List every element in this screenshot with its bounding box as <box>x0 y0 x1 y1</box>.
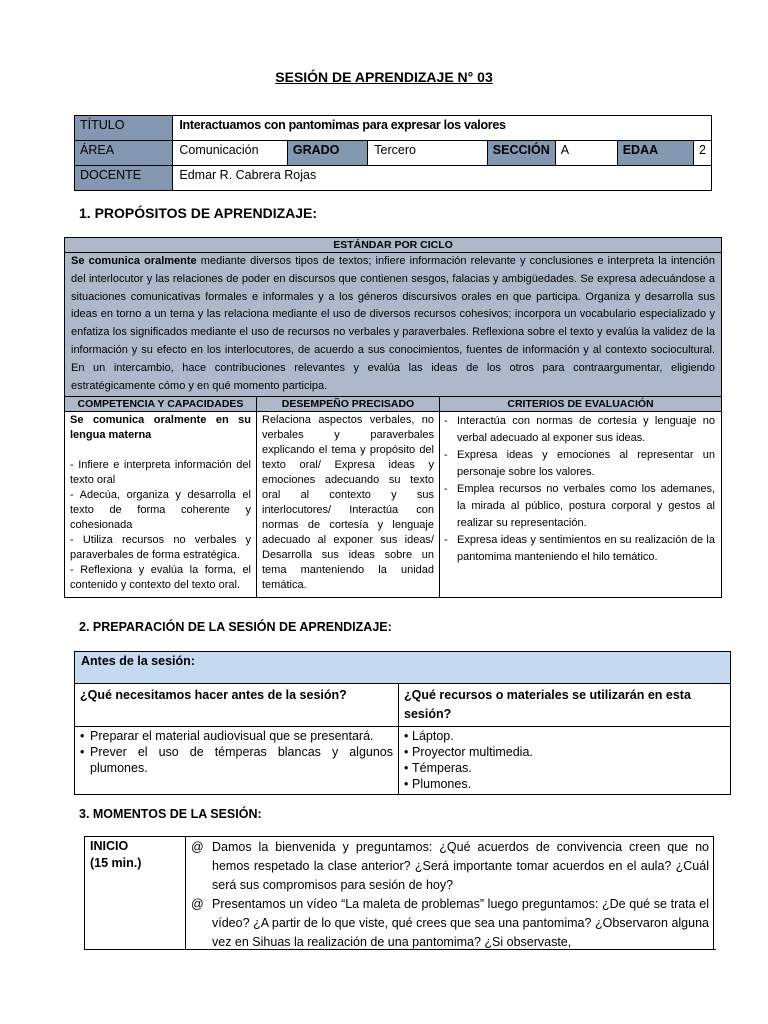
recurso-text: Témperas. <box>412 761 472 775</box>
recurso-item: • Témperas. <box>404 761 472 775</box>
preparation-table <box>74 651 731 795</box>
recurso-text: Plumones. <box>412 777 472 791</box>
col-criterios-header: CRITERIOS DE EVALUACIÓN <box>440 397 722 412</box>
competencia-cell <box>65 412 257 598</box>
desempeno-cell: Relaciona aspectos verbales, no verbales y paraverbales explicando el tema y propósito del texto oral/ Expresa ideas y emociones adecuando su texto oral al contexto y sus interlocutores/ Interactúa con normas de cortesía y lenguaje adecuado al exponer sus ideas/ Desarrolla sus ideas sobre un tema manteniendo la unidad temática. <box>257 412 440 598</box>
section2-heading: 2. PREPARACIÓN DE LA SESIÓN DE APRENDIZAJE: <box>79 620 392 634</box>
inicio-label: INICIO <box>90 839 129 853</box>
capacidad-1: - Infiere e interpreta información del texto oral <box>70 459 251 487</box>
section1-heading: 1. PROPÓSITOS DE APRENDIZAJE: <box>79 205 318 221</box>
docente-label: DOCENTE <box>75 166 173 191</box>
criterio-text: Emplea recursos no verbales como los ademanes, la mirada al público, postura corporal y gestos al realizar su representación. <box>457 483 715 530</box>
info-table <box>74 115 712 191</box>
section3-heading: 3. MOMENTOS DE LA SESIÓN: <box>79 807 262 821</box>
area-label: ÁREA <box>75 141 173 166</box>
moment-item: @ Damos la bienvenida y preguntamos: ¿Qué acuerdos de convivencia creen que no hemos respetado la clase anterior? ¿Será importante tomar acuerdos en el aula? ¿Cuál será sus compromisos para sesión de hoy? <box>191 840 709 892</box>
moment-item: @ Presentamos un vídeo “La maleta de problemas” luego preguntamos: ¿De qué se trata el vídeo? ¿A partir de lo que viste, qué crees que sea una pantomima? ¿Observaron alguna vez en Sihuas la realización de una pantomima? ¿Si observaste, <box>191 897 709 949</box>
area-value: Comunicación <box>173 141 287 166</box>
accion-text: Prever el uso de témperas blancas y algunos plumones. <box>90 745 393 775</box>
criterio-item: - Expresa ideas y emociones al representar un personaje sobre los valores. <box>444 449 715 479</box>
docente-value: Edmar R. Cabrera Rojas <box>173 166 712 191</box>
recurso-item: • Proyector multimedia. <box>404 745 533 759</box>
criterio-text: Expresa ideas y sentimientos en su realización de la pantomima manteniendo el hilo temático. <box>457 534 715 564</box>
moments-wrapper <box>84 836 716 950</box>
criterio-item: - Emplea recursos no verbales como los ademanes, la mirada al público, postura corporal y gestos al realizar su representación. <box>444 483 715 530</box>
criterio-text: Expresa ideas y emociones al representar un personaje sobre los valores. <box>457 449 715 479</box>
accion-item: • Preparar el material audiovisual que se presentará. <box>80 729 374 743</box>
recursos-cell <box>399 727 731 795</box>
titulo-label: TÍTULO <box>75 116 173 141</box>
estandar-bold: Se comunica oralmente <box>71 255 197 267</box>
titulo-value: Interactuamos con pantomimas para expresar los valores <box>173 116 712 141</box>
estandar-text <box>65 253 722 397</box>
edaa-label: EDAA <box>617 141 693 166</box>
moment-text: Damos la bienvenida y preguntamos: ¿Qué acuerdos de convivencia creen que no hemos respetado la clase anterior? ¿Será importante tomar acuerdos en el aula? ¿Cuál será sus compromisos para sesión de hoy? <box>212 840 709 892</box>
estandar-header: ESTÁNDAR POR CICLO <box>65 238 722 253</box>
document-title: SESIÓN DE APRENDIZAJE N° 03 <box>275 69 493 85</box>
recurso-text: Proyector multimedia. <box>412 745 533 759</box>
recurso-text: Láptop. <box>412 729 454 743</box>
capacidad-4: - Reflexiona y evalúa la forma, el contenido y contexto del texto oral. <box>70 564 251 592</box>
edaa-value: 2 <box>694 141 712 166</box>
moment-text: Presentamos un vídeo “La maleta de problemas” luego preguntamos: ¿De qué se trata el vídeo? ¿A partir de lo que viste, qué crees que sea una pantomima? ¿Observaron alguna vez en Sihuas la realización de una pantomima? ¿Si observaste, <box>212 897 709 949</box>
seccion-label: SECCIÓN <box>487 141 555 166</box>
recurso-item: • Láptop. <box>404 729 454 743</box>
seccion-value: A <box>555 141 617 166</box>
capacidad-2: - Adecúa, organiza y desarrolla el texto de forma coherente y cohesionada <box>70 489 251 532</box>
moments-table <box>84 836 714 950</box>
purposes-table <box>64 237 722 598</box>
col-competencia-header: COMPETENCIA Y CAPACIDADES <box>65 397 257 412</box>
capacidad-3: - Utiliza recursos no verbales y paraverbales de forma estratégica. <box>70 534 251 562</box>
question-recursos: ¿Qué recursos o materiales se utilizarán en esta sesión? <box>399 684 731 727</box>
question-hacer: ¿Qué necesitamos hacer antes de la sesión? <box>75 684 399 727</box>
recurso-item: • Plumones. <box>404 777 472 791</box>
accion-item: • Prever el uso de témperas blancas y algunos plumones. <box>80 745 393 775</box>
inicio-cell <box>85 837 186 951</box>
criterio-item: - Expresa ideas y sentimientos en su realización de la pantomima manteniendo el hilo temático. <box>444 534 715 564</box>
criterios-cell <box>440 412 722 598</box>
col-desempeno-header: DESEMPEÑO PRECISADO <box>257 397 440 412</box>
grado-value: Tercero <box>368 141 487 166</box>
criterio-item: - Interactúa con normas de cortesía y lenguaje no verbal adecuado al exponer sus ideas. <box>444 415 715 445</box>
antes-label: Antes de la sesión: <box>75 652 731 684</box>
inicio-time: (15 min.) <box>90 856 142 870</box>
competencia-title: Se comunica oralmente en su lengua materna <box>70 414 251 442</box>
accion-text: Preparar el material audiovisual que se presentará. <box>90 729 374 743</box>
criterio-text: Interactúa con normas de cortesía y lenguaje no verbal adecuado al exponer sus ideas. <box>457 415 715 445</box>
estandar-body: mediante diversos tipos de textos; infiere información relevante y conclusiones e interpreta la intención del interlocutor y las relaciones de poder en discursos que contienen sesgos, falacias y ambigüedades. Se expresa adecuándose a situaciones comunicativas formales e informales y a los géneros discursivos orales en que participa. Organiza y desarrolla sus ideas en torno a un tema y las relaciona mediante el uso de diversos recursos cohesivos; incorpora un vocabulario especializado y enfatiza los significados mediante el uso de recursos no verbales y paraverbales. Reflexiona sobre el texto y evalúa la validez de la información y su efecto en los interlocutores, de acuerdo a sus conocimientos, fuentes de información y al contexto sociocultural. En un intercambio, hace contribuciones relevantes y evalúa las ideas de los otros para contraargumentar, eligiendo estratégicamente cómo y en qué momento participa. <box>71 255 715 392</box>
grado-label: GRADO <box>287 141 367 166</box>
acciones-cell <box>75 727 399 795</box>
inicio-content <box>186 837 714 951</box>
